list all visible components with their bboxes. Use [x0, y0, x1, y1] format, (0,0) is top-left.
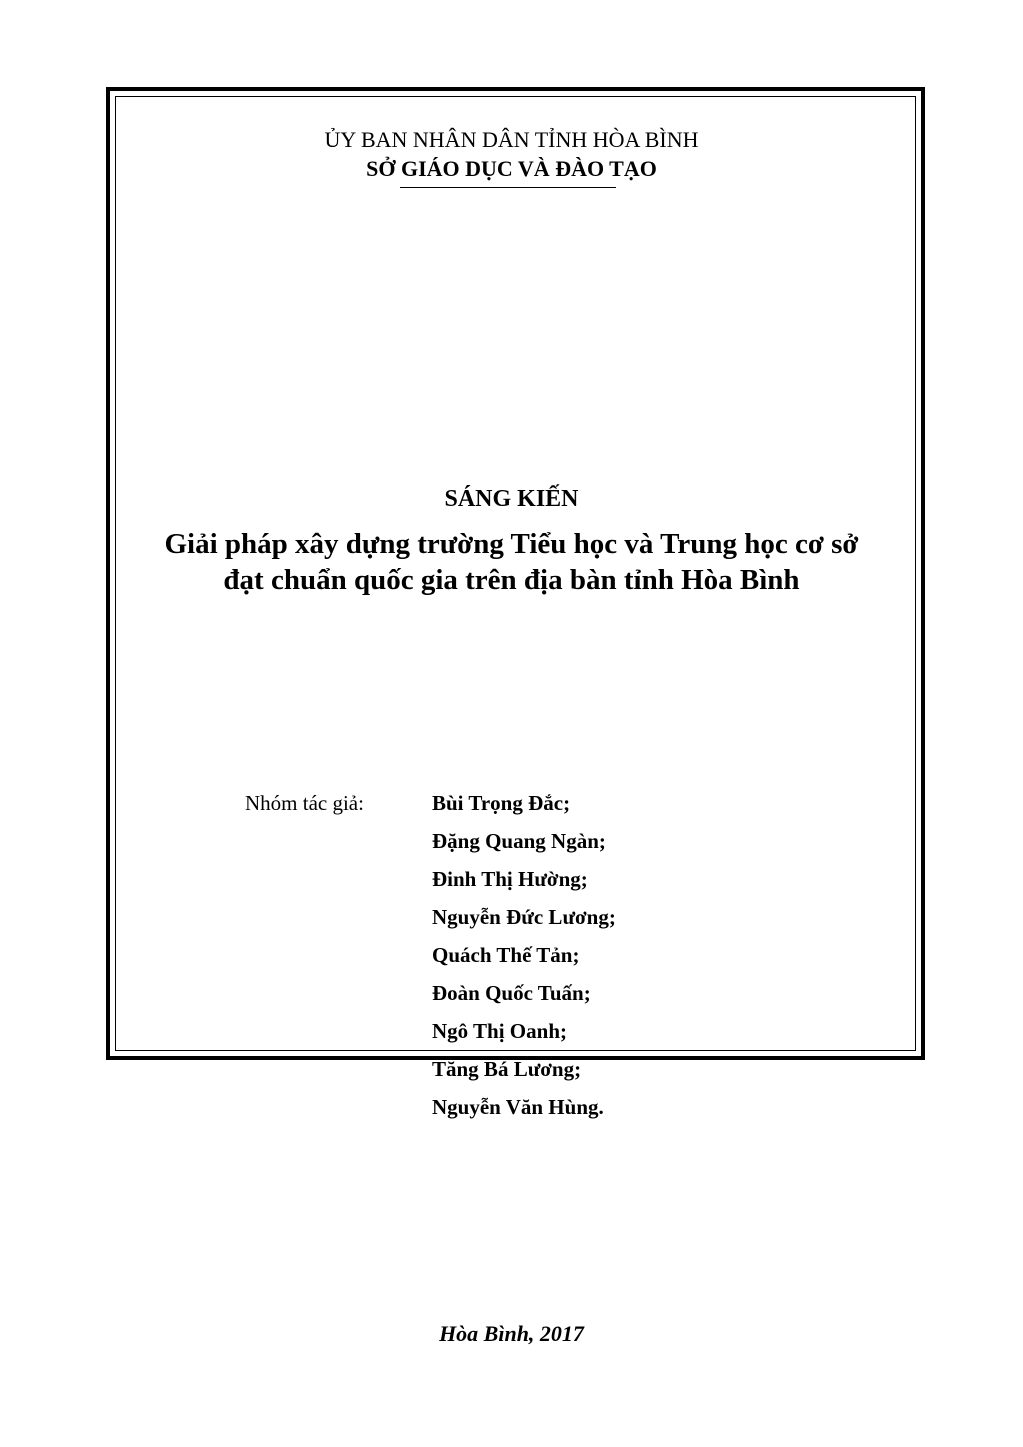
- authors-list: [432, 790, 616, 1132]
- department-name: SỞ GIÁO DỤC VÀ ĐÀO TẠO: [366, 156, 657, 181]
- place-and-date: Hòa Bình, 2017: [439, 1321, 584, 1346]
- authors-label: Nhóm tác giả:: [245, 791, 364, 815]
- author-name: Đoàn Quốc Tuấn;: [432, 981, 591, 1005]
- document-title-line-2: đạt chuẩn quốc gia trên địa bàn tỉnh Hòa Bình: [223, 564, 800, 596]
- committee-name: ỦY BAN NHÂN DÂN TỈNH HÒA BÌNH: [324, 127, 699, 152]
- author-name: Nguyễn Văn Hùng.: [432, 1095, 604, 1119]
- author-name: Tăng Bá Lương;: [432, 1057, 582, 1081]
- document-type: SÁNG KIẾN: [444, 486, 579, 512]
- author-name: Bùi Trọng Đắc;: [432, 791, 571, 815]
- author-name: Đinh Thị Hường;: [432, 867, 588, 891]
- header-underline: [400, 187, 616, 188]
- author-name: Quách Thế Tản;: [432, 943, 580, 967]
- document-title-line-1: Giải pháp xây dựng trường Tiểu học và Trung học cơ sở: [164, 528, 859, 560]
- author-name: Ngô Thị Oanh;: [432, 1019, 567, 1043]
- author-name: Đặng Quang Ngàn;: [432, 829, 606, 853]
- author-name: Nguyễn Đức Lương;: [432, 905, 616, 929]
